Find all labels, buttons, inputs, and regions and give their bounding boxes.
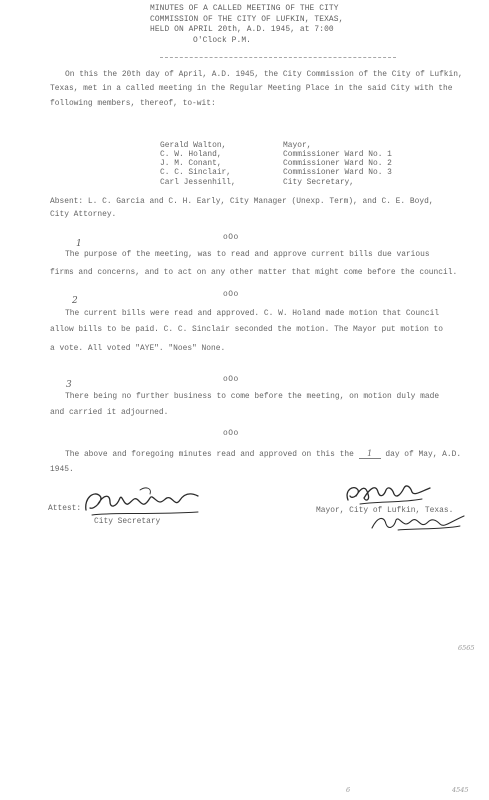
closing-line-1 [65,449,461,459]
member-name: Gerald Walton, [160,141,227,150]
member-name: C. C. Sinclair, [160,168,232,177]
item-1-line-2: firms and concerns, and to act on any other matter that might come before the council. [50,268,458,277]
section-separator: oOo [223,233,239,242]
member-title: Mayor, [283,141,312,150]
header-divider [160,57,396,58]
item-2-line-2: allow bills to be paid. C. C. Sinclair seconded the motion. The Mayor put motion to [50,325,444,334]
margin-note: 4545 [452,786,469,794]
member-title: Commissioner Ward No. 1 [283,150,392,159]
margin-note: 6565 [458,644,475,652]
item-1-line-1: The purpose of the meeting, was to read and approve current bills due various [65,250,430,259]
closing-text-after: day of May, A.D. [385,450,462,459]
item-number: 2 [72,296,78,306]
item-2-line-3: a vote. All voted "AYE". "Noes" None. [50,344,226,353]
member-name: J. M. Conant, [160,159,222,168]
item-number: 3 [66,380,72,390]
item-number: 1 [76,239,82,249]
secretary-signature [80,484,206,520]
section-separator: oOo [223,290,239,299]
member-title: City Secretary, [283,178,355,187]
absent-line-2: City Attorney. [50,210,117,219]
header-line-1: MINUTES OF A CALLED MEETING OF THE CITY [150,4,339,13]
section-separator: oOo [223,375,239,384]
header-line-4: O'Clock P.M. [193,36,252,45]
header-line-3: HELD ON APRIL 20th, A.D. 1945, at 7:00 [150,25,334,34]
mayor-title: Mayor, City of Lufkin, Texas. [316,506,454,515]
member-name: Carl Jessenhill, [160,178,236,187]
intro-line-1: On this the 20th day of April, A.D. 1945, the City Commission of the City of Lufkin, [65,70,463,79]
attest-label: Attest: [48,504,82,513]
closing-line-2: 1945. [50,465,74,474]
member-title: Commissioner Ward No. 2 [283,159,392,168]
absent-line-1: Absent: L. C. Garcia and C. H. Early, City Manager (Unexp. Term), and C. E. Boyd, [50,197,434,206]
countersignature [368,510,468,534]
member-title: Commissioner Ward No. 3 [283,168,392,177]
approval-day: 1 [359,449,381,459]
header-line-2: COMMISSION OF THE CITY OF LUFKIN, TEXAS, [150,15,344,24]
member-name: C. W. Holand, [160,150,222,159]
item-2-line-1: The current bills were read and approved. C. W. Holand made motion that Council [65,309,440,318]
intro-line-2: Texas, met in a called meeting in the Regular Meeting Place in the said City with the [50,84,453,93]
item-3-line-2: and carried it adjourned. [50,408,169,417]
closing-text-before: The above and foregoing minutes read and approved on this the [65,450,354,459]
section-separator: oOo [223,429,239,438]
item-3-line-1: There being no further business to come before the meeting, on motion duly made [65,392,440,401]
margin-note: 6 [346,786,351,794]
intro-line-3: following members, thereof, to-wit: [50,99,216,108]
secretary-title: City Secretary [94,517,161,526]
